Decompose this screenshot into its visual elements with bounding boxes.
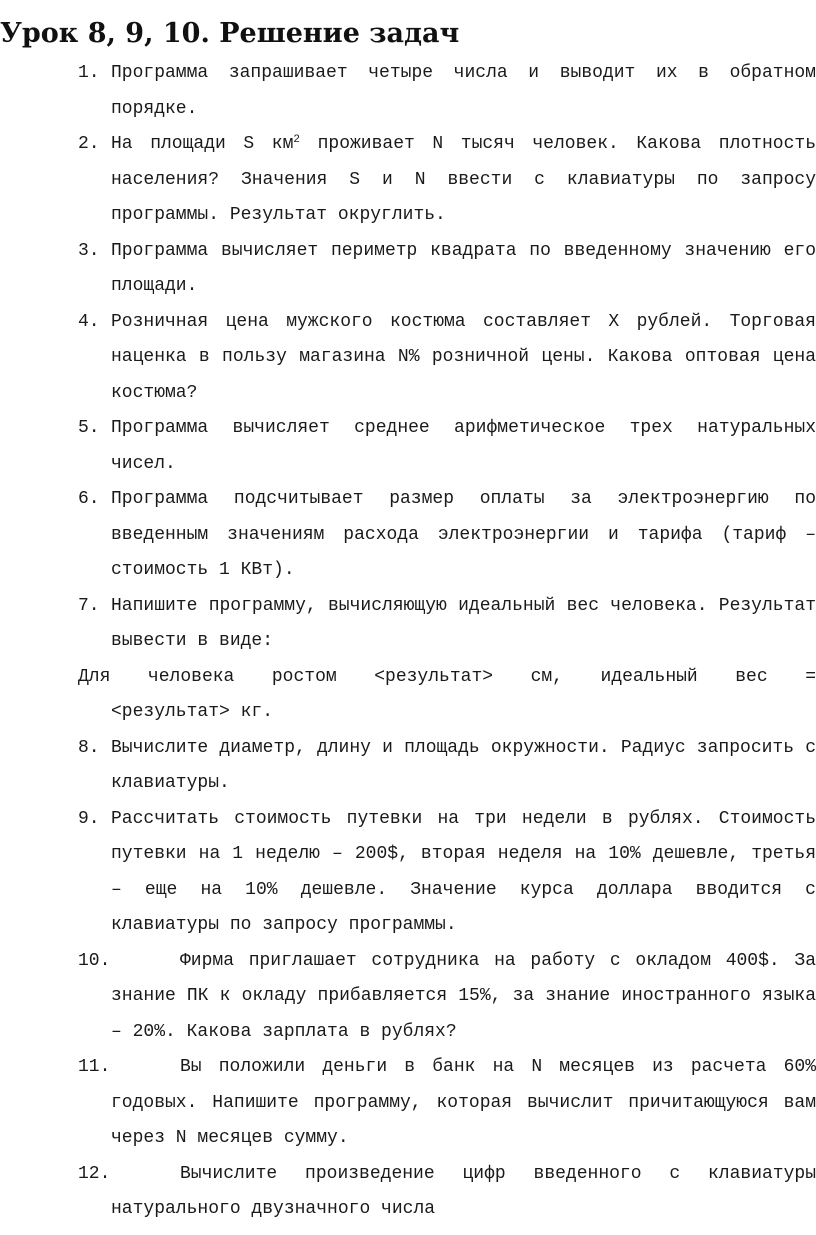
task-number: 2. xyxy=(78,134,100,154)
task-text: проживает N тысяч человек. Какова плотность населения? Значения S и N ввести с клавиатуры по запросу программы. Результат округлить. xyxy=(111,134,816,225)
task-number: 1. xyxy=(78,63,100,83)
task-number: 11. xyxy=(78,1057,111,1077)
task-item-5 xyxy=(78,411,816,482)
task-text: Напишите программу, вычисляющую идеальный вес человека. Результат вывести в виде: xyxy=(111,595,816,651)
task-number: 5. xyxy=(78,418,100,438)
task-item-11 xyxy=(78,1050,816,1157)
task-number: 4. xyxy=(78,311,100,332)
task-text: Рассчитать стоимость путевки на три недели в рублях. Стоимость путевки на 1 неделю – 200$, вторая неделя на 10% дешевле, третья – еще на 10% дешевле. Значение курса доллара вводится с клавиатуры по запросу программы. xyxy=(111,808,816,935)
task-text: Фирма приглашает сотрудника на работу с окладом 400$. За знание ПК к окладу прибавляется 15%, за знание иностранного языка – 20%. Какова зарплата в рублях? xyxy=(111,950,816,1042)
task-item-1 xyxy=(78,56,816,127)
task-number: 6. xyxy=(78,489,100,509)
task-item-2 xyxy=(78,127,816,234)
task-item-9 xyxy=(78,802,816,944)
output-format-line xyxy=(78,660,816,731)
task-number: 8. xyxy=(78,737,100,758)
page-title: Урок 8, 9, 10. Решение задач xyxy=(0,18,460,49)
task-text: Розничная цена мужского костюма составляет Х рублей. Торговая наценка в пользу магазина N% розничной цены. Какова оптовая цена костюма? xyxy=(111,311,816,403)
task-item-6 xyxy=(78,482,816,589)
task-text: Вычислите произведение цифр введенного с клавиатуры натурального двузначного числа xyxy=(111,1163,816,1219)
task-text: Вы положили деньги в банк на N месяцев из расчета 60% годовых. Напишите программу, которая вычислит причитающуюся вам через N месяцев сумму. xyxy=(111,1057,816,1148)
task-number: 10. xyxy=(78,950,111,971)
task-text: Программа вычисляет среднее арифметическое трех натуральных чисел. xyxy=(111,418,816,474)
task-item-12 xyxy=(78,1157,816,1228)
output-format-first-line: Для человека ростом <результат> см, идеальный вес = xyxy=(78,666,816,687)
task-item-4 xyxy=(78,305,816,412)
task-number: 12. xyxy=(78,1163,111,1184)
task-number: 7. xyxy=(78,595,100,616)
task-text: Программа подсчитывает размер оплаты за электроэнергию по введенным значениям расхода электроэнергии и тарифа (тариф – стоимость 1 КВт). xyxy=(111,489,816,580)
task-text: Программа запрашивает четыре числа и выводит их в обратном порядке. xyxy=(111,63,816,119)
task-text-start: На площади S км xyxy=(111,134,294,154)
task-list xyxy=(78,56,816,1228)
task-text: Программа вычисляет периметр квадрата по введенному значению его площади. xyxy=(111,240,816,296)
task-text: Вычислите диаметр, длину и площадь окружности. Радиус запросить с клавиатуры. xyxy=(111,737,816,793)
task-item-3 xyxy=(78,234,816,305)
task-item-10 xyxy=(78,944,816,1051)
output-format-continuation: <результат> кг. xyxy=(111,702,274,722)
task-item-7 xyxy=(78,589,816,660)
task-number: 9. xyxy=(78,808,100,829)
superscript-squared: 2 xyxy=(293,134,300,146)
task-item-8 xyxy=(78,731,816,802)
task-number: 3. xyxy=(78,240,100,261)
